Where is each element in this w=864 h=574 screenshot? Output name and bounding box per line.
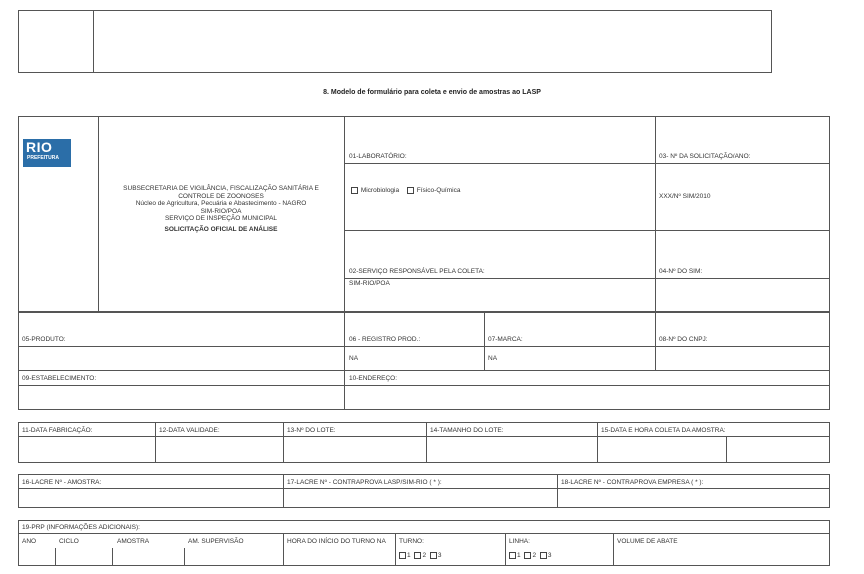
field-11-label: 11-DATA FABRICAÇÃO: — [22, 427, 93, 434]
divider — [155, 422, 156, 463]
prp-amostra-label: AMOSTRA — [117, 538, 150, 545]
field-07-value: NA — [488, 355, 498, 362]
turno-option-2-checkbox[interactable] — [414, 552, 421, 559]
divider — [426, 422, 427, 463]
field-09-label: 09-ESTABELECIMENTO: — [22, 375, 97, 382]
field-03-value: XXX/Nº SIM/2010 — [659, 193, 711, 200]
linha-option-2-label: 2 — [532, 552, 537, 560]
divider — [655, 312, 656, 370]
divider — [726, 436, 727, 463]
divider — [597, 422, 598, 463]
divider — [484, 312, 485, 370]
field-14-label: 14-TAMANHO DO LOTE: — [430, 427, 504, 434]
field-15-label: 15-DATA E HORA COLETA DA AMOSTRA: — [601, 427, 726, 434]
linha-option-1-checkbox[interactable] — [509, 552, 516, 559]
header-line3: Núcleo de Agricultura, Pecuária e Abastecimento - NAGRO — [135, 200, 307, 208]
divider — [18, 385, 830, 386]
product-block — [18, 312, 830, 410]
divider — [283, 533, 284, 566]
linha-option-2-checkbox[interactable] — [524, 552, 531, 559]
field-06-value: NA — [349, 355, 359, 362]
linha-option-1-label: 1 — [517, 552, 521, 560]
field-18-label: 18-LACRE Nº - CONTRAPROVA EMPRESA ( * ): — [561, 479, 704, 486]
divider — [18, 533, 830, 534]
divider — [184, 548, 185, 566]
divider — [283, 422, 284, 463]
divider — [18, 436, 830, 437]
divider — [112, 548, 113, 566]
fisico-quimica-checkbox[interactable] — [407, 187, 414, 194]
field-06-label: 06 - REGISTRO PROD.: — [349, 336, 421, 343]
prp-hora-label: HORA DO INÍCIO DO TURNO NA — [287, 538, 386, 545]
divider — [613, 533, 614, 566]
turno-option-3-label: 3 — [437, 552, 442, 560]
field-13-label: 13-Nº DO LOTE: — [287, 427, 336, 434]
divider — [344, 116, 345, 312]
divider — [557, 474, 558, 508]
header-text — [98, 185, 344, 234]
header-line4: SIM-RIO/POA — [200, 207, 242, 215]
microbiologia-checkbox[interactable] — [351, 187, 358, 194]
turno-option-1-label: 1 — [407, 552, 411, 560]
divider — [505, 533, 506, 566]
header-line2: CONTROLE DE ZOONOSES — [178, 192, 264, 200]
linha-options — [507, 552, 552, 559]
turno-option-2-label: 2 — [422, 552, 427, 560]
divider — [395, 533, 396, 566]
logo-rio-text: RIO — [26, 139, 53, 155]
fisico-quimica-label: Físico-Química — [416, 187, 461, 195]
prp-am-supervisao-label: AM. SUPERVISÃO — [188, 538, 244, 545]
field-19-label: 19-PRP (INFORMAÇÕES ADICIONAIS): — [22, 524, 140, 531]
top-box — [18, 10, 772, 73]
field-12-label: 12-DATA VALIDADE: — [159, 427, 220, 434]
field-07-label: 07-MARCA: — [488, 336, 523, 343]
prp-linha-label: LINHA: — [509, 538, 530, 545]
lab-options — [349, 187, 460, 194]
field-17-label: 17-LACRE Nº - CONTRAPROVA LASP/SIM-RIO ( * ): — [287, 479, 442, 486]
rio-prefeitura-logo — [23, 139, 71, 167]
turno-options — [397, 552, 442, 559]
field-16-label: 16-LACRE Nº - AMOSTRA: — [22, 479, 102, 486]
divider — [18, 346, 830, 347]
divider — [18, 488, 830, 489]
divider — [344, 230, 830, 231]
divider — [344, 163, 830, 164]
logo-prefeitura-text: PREFEITURA — [27, 155, 59, 161]
turno-option-3-checkbox[interactable] — [430, 552, 437, 559]
field-03-label: 03- Nº DA SOLICITAÇÃO/ANO: — [659, 153, 751, 160]
prp-ciclo-label: CICLO — [59, 538, 79, 545]
divider — [344, 278, 830, 279]
linha-option-3-label: 3 — [547, 552, 552, 560]
header-title: SOLICITAÇÃO OFICIAL DE ANÁLISE — [164, 225, 278, 233]
form-caption: 8. Modelo de formulário para coleta e envio de amostras ao LASP — [323, 89, 541, 96]
header-line1: SUBSECRETARIA DE VIGILÂNCIA, FISCALIZAÇÃO SANITÁRIA E — [123, 185, 319, 192]
field-05-label: 05-PRODUTO: — [22, 336, 66, 343]
divider — [655, 116, 656, 312]
turno-option-1-checkbox[interactable] — [399, 552, 406, 559]
field-04-label: 04-Nº DO SIM: — [659, 268, 703, 275]
divider — [283, 474, 284, 508]
prp-ano-label: ANO — [22, 538, 37, 545]
field-01-label: 01-LABORATÓRIO: — [349, 153, 407, 160]
linha-option-3-checkbox[interactable] — [540, 552, 547, 559]
header-line5: SERVIÇO DE INSPEÇÃO MUNICIPAL — [164, 215, 278, 223]
field-02-label: 02-SERVIÇO RESPONSÁVEL PELA COLETA: — [349, 268, 485, 275]
divider — [55, 548, 56, 566]
top-box-divider — [93, 10, 94, 73]
field-08-label: 08-Nº DO CNPJ: — [659, 336, 708, 343]
microbiologia-label: Microbiologia — [360, 187, 400, 195]
divider — [344, 312, 345, 410]
field-02-value: SIM-RIO/POA — [349, 280, 390, 287]
field-10-label: 10-ENDEREÇO: — [349, 375, 398, 382]
prp-turno-label: TURNO: — [399, 538, 424, 545]
divider — [18, 370, 830, 371]
prp-volume-label: VOLUME DE ABATE — [617, 538, 678, 545]
